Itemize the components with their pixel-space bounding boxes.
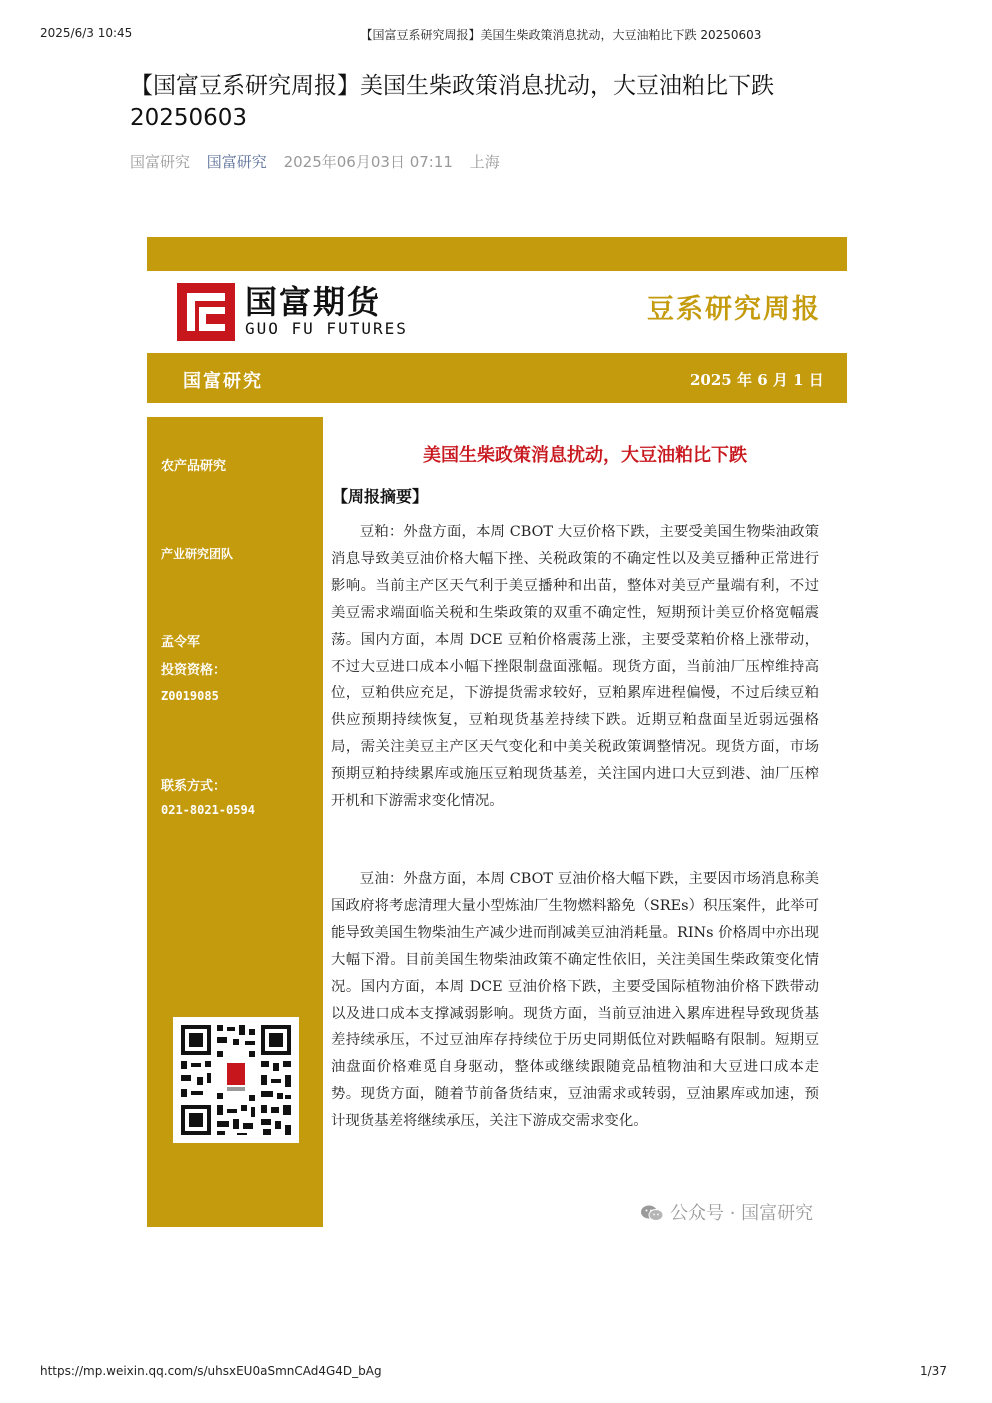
sidebar-dept: 农产品研究 bbox=[161, 459, 227, 474]
paragraph-soyoil: 豆油：外盘方面，本周 CBOT 豆油价格大幅下跌，主要因市场消息称美国政府将考虑清理大量小型炼油厂生物燃料豁免（SREs）积压案件，此举可能导致美国生物柴油生产减少进而削减美豆油消耗量。RINs 价格周中亦出现大幅下滑。目前美国生物柴油政策不确定性依旧，关注美国生柴政策变化情况。国内方面，本周 DCE 豆油价格下跌，主要受国际植物油价格下跌带动以及进口成本支撑减弱影响。现货方面，当前豆油进入累库进程导致现货基差持续承压，不过豆油库存持续位于历史同期低位对跌幅略有限制。短期豆油盘面价格难觅自身驱动，整体或继续跟随竞品植物油和大豆进口成本走势。现货方面，随着节前备货结束，豆油需求或转弱，豆油累库或加速，预计现货基差将继续承压，关注下游成交需求变化。 bbox=[331, 871, 819, 1130]
qr-code-icon bbox=[173, 1017, 299, 1143]
article-meta bbox=[130, 151, 512, 172]
sidebar-contact-label: 联系方式： bbox=[161, 779, 227, 794]
article-title: 【国富豆系研究周报】美国生柴政策消息扰动，大豆油粕比下跌20250603 bbox=[130, 73, 774, 131]
paragraph-soymeal: 豆粕：外盘方面，本周 CBOT 大豆价格下跌，主要受美国生物柴油政策消息导致美豆油价格大幅下挫、关税政策的不确定性以及美豆播种正常进行影响。当前主产区天气利于美豆播种和出苗，整体对美豆产量端有利，不过美豆需求端面临关税和生柴政策的双重不确定性，短期预计美豆价格宽幅震荡。国内方面，本周 DCE 豆粕价格震荡上涨，主要受菜粕价格上涨带动，不过大豆进口成本小幅下挫限制盘面涨幅。现货方面，当前油厂压榨维持高位，豆粕供应充足，下游提货需求较好，豆粕累库进程偏慢，不过后续豆粕供应预期持续恢复，豆粕现货基差持续下跌。近期豆粕盘面呈近弱远强格局，需关注美豆主产区天气变化和中美关税政策调整情况。现货方面，市场预期豆粕持续累库或施压豆粕现货基差，关注国内进口大豆到港、油厂压榨开机和下游需求变化情况。 bbox=[331, 524, 819, 810]
sidebar-qualification-label: 投资资格： bbox=[161, 663, 227, 678]
sidebar-analyst: 孟令军 bbox=[161, 635, 201, 650]
guofu-logo-icon bbox=[177, 283, 235, 341]
page-number: 1/37 bbox=[920, 1364, 947, 1378]
summary-section-heading: 【周报摘要】 bbox=[332, 487, 429, 506]
logo-english-name: GUO FU FUTURES bbox=[245, 319, 408, 338]
sidebar-phone: 021-8021-0594 bbox=[161, 803, 255, 817]
page-url: https://mp.weixin.qq.com/s/uhsxEU0aSmnCAd4G4D_bAg bbox=[40, 1364, 382, 1378]
print-datetime: 2025/6/3 10:45 bbox=[40, 26, 133, 40]
report-image bbox=[147, 237, 847, 1227]
top-gold-bar bbox=[147, 237, 847, 271]
article-source: 国富研究 bbox=[130, 153, 191, 171]
report-heading: 美国生柴政策消息扰动，大豆油粕比下跌 bbox=[423, 445, 747, 466]
logo-chinese-name: 国富期货 bbox=[245, 283, 382, 321]
article-author-link[interactable]: 国富研究 bbox=[206, 153, 267, 171]
watermark-text: 公众号 · 国富研究 bbox=[670, 1203, 814, 1224]
report-date: 2025 年 6 月 1 日 bbox=[690, 371, 824, 389]
sidebar-team: 产业研究团队 bbox=[161, 547, 234, 561]
article-datetime: 2025年06月03日 07:11 bbox=[283, 153, 453, 171]
band-brand: 国富研究 bbox=[183, 371, 263, 392]
wechat-watermark bbox=[640, 1199, 813, 1225]
wechat-icon bbox=[640, 1204, 664, 1222]
report-type: 豆系研究周报 bbox=[647, 294, 821, 325]
print-header-title: 【国富豆系研究周报】美国生柴政策消息扰动，大豆油粕比下跌 20250603 bbox=[360, 28, 762, 42]
sidebar-qualification-id: Z0019085 bbox=[161, 689, 219, 703]
article-location: 上海 bbox=[469, 153, 500, 171]
